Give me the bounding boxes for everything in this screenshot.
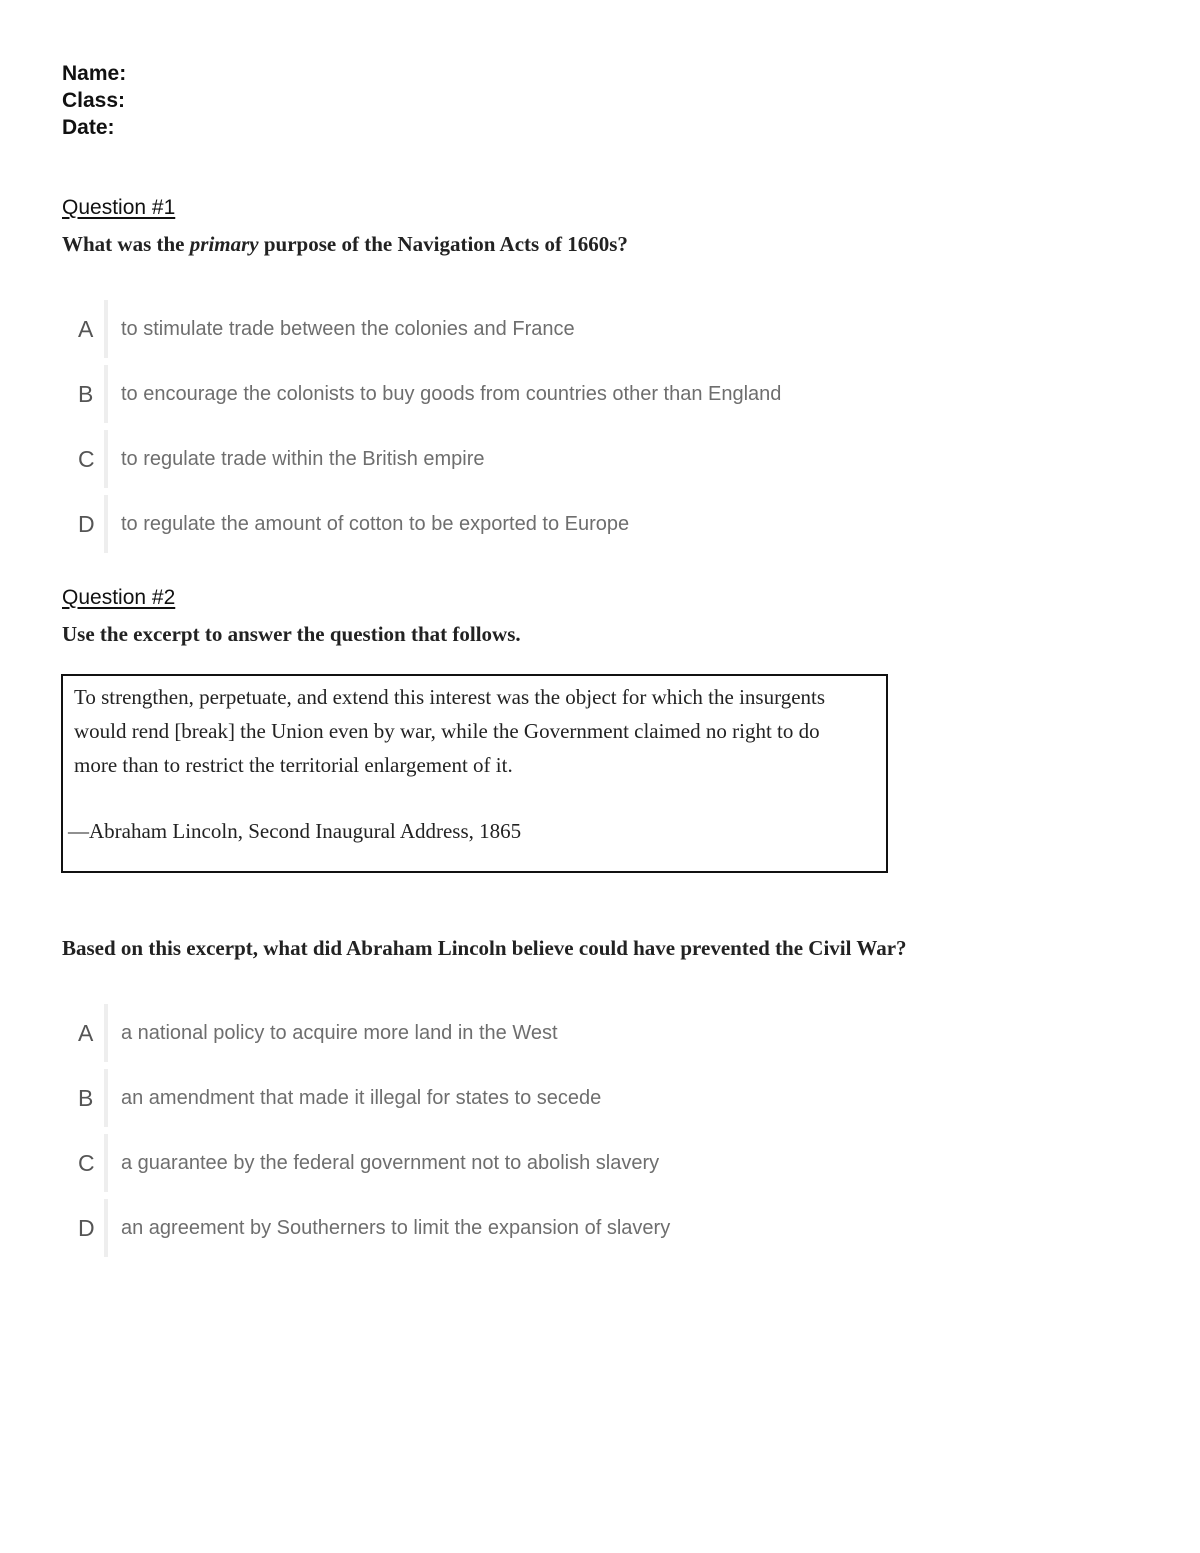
student-info-header	[62, 60, 126, 141]
choice-divider	[104, 495, 108, 553]
choice-text: to regulate the amount of cotton to be exported to Europe	[121, 513, 630, 535]
question-1-heading: Question #1	[62, 196, 176, 219]
choice-text: to stimulate trade between the colonies and France	[121, 318, 575, 340]
question-1-prompt	[62, 232, 628, 257]
excerpt-box	[61, 674, 888, 873]
choice-letter: C	[78, 446, 95, 472]
choice-text: to regulate trade within the British empire	[121, 448, 485, 470]
name-label: Name:	[62, 62, 127, 85]
question-1-prompt-end: purpose of the Navigation Acts of 1660s?	[258, 232, 628, 256]
choice-letter: B	[78, 381, 94, 407]
choice-divider	[104, 1134, 108, 1192]
question-1-prompt-start: What was the	[62, 232, 190, 256]
choice-letter: D	[78, 1215, 95, 1241]
choice-text: a guarantee by the federal government not to abolish slavery	[121, 1152, 660, 1174]
class-label: Class:	[62, 89, 126, 112]
choice-text: an amendment that made it illegal for states to secede	[121, 1087, 602, 1109]
choice-letter: B	[78, 1085, 94, 1111]
choice-letter: D	[78, 511, 95, 537]
question-2-prompt: Based on this excerpt, what did Abraham Lincoln believe could have prevented the Civil War?	[62, 936, 907, 960]
choice-divider	[104, 1199, 108, 1257]
choice-letter: C	[78, 1150, 95, 1176]
choice-letter: A	[78, 316, 94, 342]
date-label: Date:	[62, 116, 115, 139]
choice-divider	[104, 365, 108, 423]
excerpt-attribution: —Abraham Lincoln, Second Inaugural Address, 1865	[68, 819, 522, 843]
choice-letter: A	[78, 1020, 94, 1046]
choice-text: an agreement by Southerners to limit the expansion of slavery	[121, 1217, 671, 1239]
choice-divider	[104, 1069, 108, 1127]
question-2-heading: Question #2	[62, 586, 176, 609]
choice-divider	[104, 430, 108, 488]
excerpt-text: To strengthen, perpetuate, and extend this interest was the object for which the insurgents would rend [break] the Union even by war, while the Government claimed no right to do more than to restrict the territorial enlargement of it.	[74, 685, 826, 777]
choice-divider	[104, 300, 108, 358]
choice-text: a national policy to acquire more land in the West	[121, 1022, 558, 1044]
choice-text: to encourage the colonists to buy goods from countries other than England	[121, 383, 782, 405]
choice-divider	[104, 1004, 108, 1062]
question-1-prompt-emphasis: primary	[189, 232, 259, 256]
question-2-instruction: Use the excerpt to answer the question that follows.	[62, 622, 521, 646]
